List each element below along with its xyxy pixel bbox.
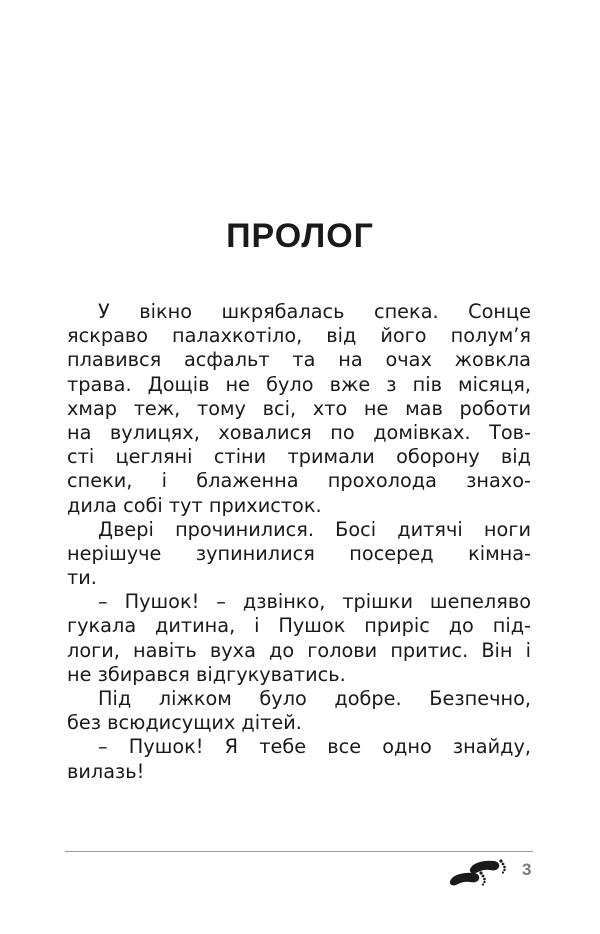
text-line: не збирався відгукуватись. xyxy=(67,662,346,686)
body-text xyxy=(67,300,531,784)
text-line: плавився асфальт та на очах жовкла xyxy=(67,348,531,372)
text-line: дила собі тут прихисток. xyxy=(67,493,322,517)
text-line: сті цегляні стіни тримали оборону від xyxy=(67,445,531,469)
text-line: хмар теж, тому всі, хто не мав роботи xyxy=(67,396,531,420)
text-line: яскраво палахкотіло, від його полум’я xyxy=(67,324,531,348)
text-line: на вулицях, ховалися по домівках. Тов- xyxy=(67,420,531,444)
text-line: Двері прочинилися. Босі дитячі ноги xyxy=(98,517,531,541)
text-line: спеки, і блаженна прохолода знахо- xyxy=(67,469,531,493)
chapter-title: ПРОЛОГ xyxy=(226,217,374,255)
text-line: – Пушок! Я тебе все одно знайду, xyxy=(98,735,531,759)
text-line: У вікно шкрябалась спека. Сонце xyxy=(98,300,531,323)
text-line: без всюдисущих дітей. xyxy=(67,711,302,735)
text-line: Під ліжком було добре. Безпечно, xyxy=(98,687,531,710)
page-number: 3 xyxy=(522,860,532,879)
text-line: – Пушок! – дзвінко, трішки шепеляво xyxy=(98,590,531,614)
text-line: трава. Дощів не було вже з пів місяця, xyxy=(67,372,531,396)
footer-divider xyxy=(65,851,533,852)
text-line: гукала дитина, і Пушок приріс до під- xyxy=(67,614,531,638)
text-line: нерішуче зупинилися посеред кімна- xyxy=(67,541,531,565)
text-line: логи, навіть вуха до голови притис. Він і xyxy=(67,638,531,662)
text-line: вилазь! xyxy=(67,759,145,783)
page-footer xyxy=(450,856,540,896)
text-line: ти. xyxy=(67,566,97,590)
footprints-icon xyxy=(450,856,510,890)
